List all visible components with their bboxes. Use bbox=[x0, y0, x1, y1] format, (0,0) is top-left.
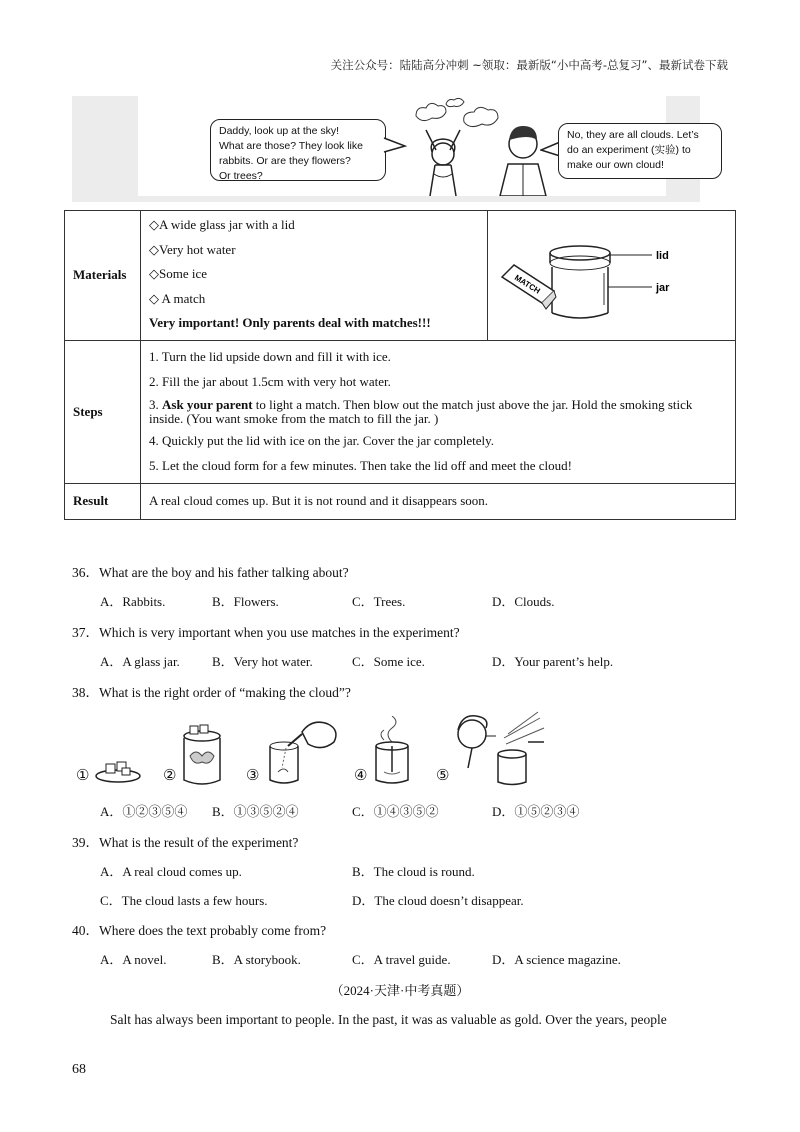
option-36-d: D．Clouds. bbox=[492, 594, 555, 609]
question-38: 38．What is the right order of “making the cloud”? bbox=[72, 685, 351, 700]
step3-text: to light a match. Then blow out the match just above the jar. Hold the smoking stick inside. (You want smoke from the match to fill the jar. ) bbox=[149, 396, 693, 426]
step-item: 1. Turn the lid upside down and fill it with ice. bbox=[149, 348, 391, 364]
step-item: 5. Let the cloud form for a few minutes. Then take the lid off and meet the cloud! bbox=[149, 457, 572, 473]
passage-text: Salt has always been important to people. In the past, it was as valuable as gold. Over the years, people bbox=[110, 1012, 667, 1027]
picture-label-2: ② bbox=[163, 768, 177, 784]
picture-label-5: ⑤ bbox=[436, 768, 450, 784]
ice-tray-icon bbox=[94, 758, 142, 784]
option-38-a: A．①②③⑤④ bbox=[100, 804, 188, 819]
materials-list bbox=[141, 211, 488, 341]
option-36-b: B．Flowers. bbox=[212, 594, 279, 609]
option-37-c: C．Some ice. bbox=[352, 654, 425, 669]
picture-label-4: ④ bbox=[354, 768, 368, 784]
steps-list bbox=[141, 340, 736, 483]
option-37-d: D．Your parent’s help. bbox=[492, 654, 614, 669]
question-40: 40．Where does the text probably come from? bbox=[72, 923, 327, 938]
father-speech-bubble: No, they are all clouds. Let’s do an experiment (实验) to make our own cloud! bbox=[558, 123, 722, 179]
material-item: ◇A wide glass jar with a lid bbox=[149, 217, 295, 232]
page-header: 关注公众号：陆陆高分冲刺 ~领取：最新版“小中高考-总复习”、最新试卷下载 bbox=[330, 58, 728, 72]
pouring-kettle-icon bbox=[262, 712, 342, 786]
option-39-c: C．The cloud lasts a few hours. bbox=[100, 893, 268, 908]
jar-and-match-icon bbox=[492, 215, 732, 335]
materials-row bbox=[65, 211, 736, 341]
boy-blowing-match-icon bbox=[450, 708, 550, 786]
option-39-b: B．The cloud is round. bbox=[352, 864, 475, 879]
girl-speech-bubble: Daddy, look up at the sky! What are those? They look like rabbits. Or are they flowers? Or trees? bbox=[210, 119, 386, 181]
picture-label-1: ① bbox=[76, 768, 90, 784]
option-39-a: A．A real cloud comes up. bbox=[100, 864, 242, 879]
jar-with-ice-lid-icon bbox=[180, 724, 224, 786]
step-item: 2. Fill the jar about 1.5cm with very hot water. bbox=[149, 373, 391, 389]
question-39: 39．What is the result of the experiment? bbox=[72, 835, 299, 850]
option-38-b: B．①③⑤②④ bbox=[212, 804, 299, 819]
speech-tail-left-icon bbox=[383, 136, 407, 156]
option-37-b: B．Very hot water. bbox=[212, 654, 313, 669]
option-40-c: C．A travel guide. bbox=[352, 952, 451, 967]
experiment-table bbox=[64, 210, 736, 520]
steps-row bbox=[65, 340, 736, 483]
source-note: （2024·天津·中考真题） bbox=[330, 983, 470, 998]
step3-prefix: 3. bbox=[149, 396, 162, 412]
step-item bbox=[141, 394, 735, 428]
result-text: A real cloud comes up. But it is not round and it disappears soon. bbox=[141, 483, 736, 519]
materials-label: Materials bbox=[65, 211, 141, 341]
material-item: ◇ A match bbox=[149, 290, 206, 306]
match-box-label: MATCH bbox=[512, 273, 542, 296]
option-40-d: D．A science magazine. bbox=[492, 952, 621, 967]
result-label: Result bbox=[65, 483, 141, 519]
option-37-a: A．A glass jar. bbox=[100, 654, 180, 669]
lid-label: lid bbox=[655, 250, 669, 263]
materials-picture bbox=[488, 211, 736, 341]
option-38-d: D．①⑤②③④ bbox=[492, 804, 580, 819]
comic-illustration bbox=[72, 96, 700, 202]
option-36-c: C．Trees. bbox=[352, 594, 406, 609]
step-item: 4. Quickly put the lid with ice on the jar. Cover the jar completely. bbox=[149, 432, 495, 448]
page-number: 68 bbox=[72, 1062, 86, 1077]
question-37: 37．Which is very important when you use matches in the experiment? bbox=[72, 625, 460, 640]
step3-emphasis: Ask your parent bbox=[162, 396, 253, 412]
question-36: 36．What are the boy and his father talking about? bbox=[72, 565, 349, 580]
picture-label-3: ③ bbox=[246, 768, 260, 784]
material-item: ◇Very hot water bbox=[149, 241, 236, 257]
steps-label: Steps bbox=[65, 340, 141, 483]
safety-warning: Very important! Only parents deal with matches!!! bbox=[149, 315, 431, 330]
material-item: ◇Some ice bbox=[149, 266, 208, 281]
option-36-a: A．Rabbits. bbox=[100, 594, 166, 609]
option-38-c: C．①④③⑤② bbox=[352, 804, 439, 819]
option-40-a: A．A novel. bbox=[100, 952, 167, 967]
option-39-d: D．The cloud doesn’t disappear. bbox=[352, 893, 524, 908]
option-40-b: B．A storybook. bbox=[212, 952, 301, 967]
jar-label: jar bbox=[655, 282, 669, 295]
jar-with-smoke-icon bbox=[370, 716, 414, 786]
result-row bbox=[65, 483, 736, 519]
